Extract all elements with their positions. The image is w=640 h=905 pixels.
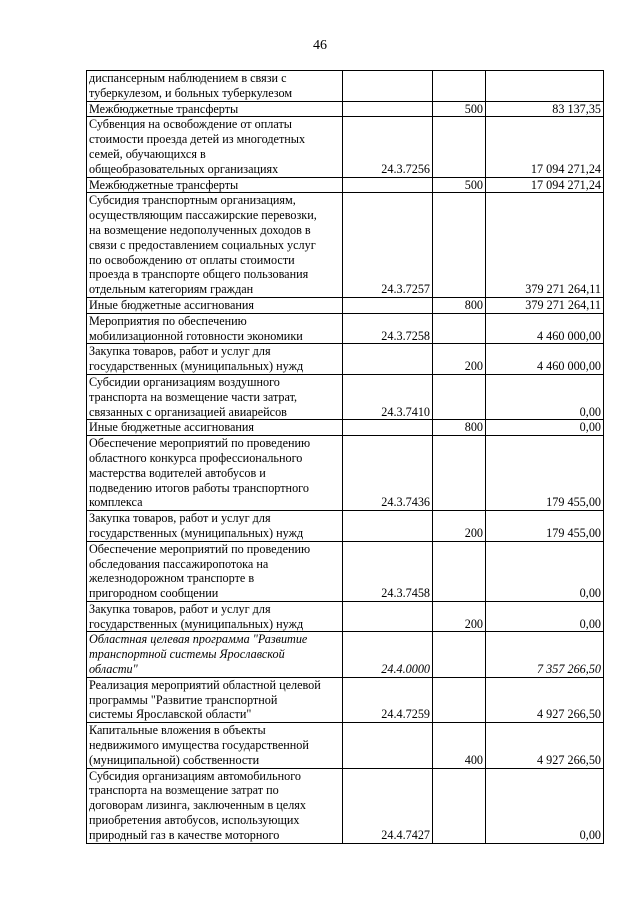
row-expense-type-cell: 500 bbox=[433, 101, 486, 117]
row-amount-cell: 4 460 000,00 bbox=[486, 313, 604, 344]
row-expense-type-cell: 200 bbox=[433, 511, 486, 542]
row-amount-cell: 0,00 bbox=[486, 541, 604, 601]
row-amount-cell: 179 455,00 bbox=[486, 511, 604, 542]
row-expense-type-cell bbox=[433, 541, 486, 601]
budget-table-body bbox=[87, 71, 604, 844]
row-code-cell bbox=[343, 297, 433, 313]
row-amount-cell: 0,00 bbox=[486, 768, 604, 843]
row-amount-cell: 179 455,00 bbox=[486, 436, 604, 511]
row-name-cell: Областная целевая программа "Развитие транспортной системы Ярославской области" bbox=[87, 632, 343, 677]
row-amount-cell: 379 271 264,11 bbox=[486, 193, 604, 298]
row-code-cell bbox=[343, 344, 433, 375]
row-code-cell bbox=[343, 511, 433, 542]
row-amount-cell: 4 927 266,50 bbox=[486, 723, 604, 768]
table-row bbox=[87, 511, 604, 542]
table-row bbox=[87, 436, 604, 511]
row-amount-cell: 4 460 000,00 bbox=[486, 344, 604, 375]
row-code-cell: 24.3.7458 bbox=[343, 541, 433, 601]
row-amount-cell: 17 094 271,24 bbox=[486, 117, 604, 177]
table-row bbox=[87, 541, 604, 601]
row-expense-type-cell: 500 bbox=[433, 177, 486, 193]
row-code-cell bbox=[343, 723, 433, 768]
row-amount-cell: 379 271 264,11 bbox=[486, 297, 604, 313]
row-name-cell: диспансерным наблюдением в связи с туберкулезом, и больных туберкулезом bbox=[87, 71, 343, 102]
table-row bbox=[87, 297, 604, 313]
row-amount-cell: 4 927 266,50 bbox=[486, 677, 604, 722]
row-code-cell bbox=[343, 601, 433, 632]
row-code-cell: 24.3.7410 bbox=[343, 374, 433, 419]
row-code-cell bbox=[343, 101, 433, 117]
row-name-cell: Межбюджетные трансферты bbox=[87, 101, 343, 117]
table-row bbox=[87, 374, 604, 419]
row-expense-type-cell bbox=[433, 677, 486, 722]
row-name-cell: Капитальные вложения в объекты недвижимого имущества государственной (муниципальной) собственности bbox=[87, 723, 343, 768]
row-name-cell: Мероприятия по обеспечению мобилизационной готовности экономики bbox=[87, 313, 343, 344]
row-expense-type-cell bbox=[433, 436, 486, 511]
row-code-cell: 24.4.7427 bbox=[343, 768, 433, 843]
row-name-cell: Субсидия транспортным организациям, осуществляющим пассажирские перевозки, на возмещение недополученных доходов в связи с предоставлением социальных услуг по освобождению от оплаты стоимости проезда в транспорте общего пользования отдельным категориям граждан bbox=[87, 193, 343, 298]
row-name-cell: Субсидии организациям воздушного транспорта на возмещение части затрат, связанных с организацией авиарейсов bbox=[87, 374, 343, 419]
row-expense-type-cell bbox=[433, 117, 486, 177]
budget-table bbox=[86, 70, 604, 844]
table-row bbox=[87, 101, 604, 117]
row-code-cell: 24.3.7257 bbox=[343, 193, 433, 298]
row-amount-cell: 17 094 271,24 bbox=[486, 177, 604, 193]
table-row bbox=[87, 723, 604, 768]
row-amount-cell: 0,00 bbox=[486, 420, 604, 436]
row-name-cell: Субвенция на освобождение от оплаты стоимости проезда детей из многодетных семей, обучающихся в общеобразовательных организациях bbox=[87, 117, 343, 177]
row-expense-type-cell: 400 bbox=[433, 723, 486, 768]
row-name-cell: Обеспечение мероприятий по проведению обследования пассажиропотока на железнодорожном транспорте в пригородном сообщении bbox=[87, 541, 343, 601]
row-amount-cell: 7 357 266,50 bbox=[486, 632, 604, 677]
row-name-cell: Закупка товаров, работ и услуг для государственных (муниципальных) нужд bbox=[87, 344, 343, 375]
row-amount-cell: 83 137,35 bbox=[486, 101, 604, 117]
row-expense-type-cell: 200 bbox=[433, 344, 486, 375]
row-name-cell: Реализация мероприятий областной целевой программы "Развитие транспортной системы Ярославской области" bbox=[87, 677, 343, 722]
row-expense-type-cell bbox=[433, 193, 486, 298]
row-code-cell: 24.3.7256 bbox=[343, 117, 433, 177]
table-row bbox=[87, 177, 604, 193]
row-name-cell: Иные бюджетные ассигнования bbox=[87, 297, 343, 313]
table-row bbox=[87, 601, 604, 632]
row-expense-type-cell bbox=[433, 632, 486, 677]
row-expense-type-cell bbox=[433, 374, 486, 419]
row-name-cell: Обеспечение мероприятий по проведению областного конкурса профессионального мастерства водителей автобусов и подведению итогов работы транспортного комплекса bbox=[87, 436, 343, 511]
table-row bbox=[87, 313, 604, 344]
row-name-cell: Иные бюджетные ассигнования bbox=[87, 420, 343, 436]
row-expense-type-cell bbox=[433, 313, 486, 344]
row-code-cell: 24.3.7258 bbox=[343, 313, 433, 344]
table-row bbox=[87, 117, 604, 177]
row-expense-type-cell: 800 bbox=[433, 420, 486, 436]
row-name-cell: Закупка товаров, работ и услуг для государственных (муниципальных) нужд bbox=[87, 511, 343, 542]
row-amount-cell: 0,00 bbox=[486, 374, 604, 419]
table-row bbox=[87, 677, 604, 722]
row-expense-type-cell bbox=[433, 768, 486, 843]
row-expense-type-cell bbox=[433, 71, 486, 102]
row-code-cell bbox=[343, 71, 433, 102]
table-row bbox=[87, 632, 604, 677]
page-number: 46 bbox=[313, 38, 327, 53]
row-code-cell: 24.4.7259 bbox=[343, 677, 433, 722]
row-code-cell: 24.3.7436 bbox=[343, 436, 433, 511]
table-row bbox=[87, 420, 604, 436]
table-row bbox=[87, 71, 604, 102]
row-name-cell: Межбюджетные трансферты bbox=[87, 177, 343, 193]
row-code-cell: 24.4.0000 bbox=[343, 632, 433, 677]
row-name-cell: Субсидия организациям автомобильного транспорта на возмещение затрат по договорам лизинга, заключенным в целях приобретения автобусов, использующих природный газ в качестве моторного bbox=[87, 768, 343, 843]
row-name-cell: Закупка товаров, работ и услуг для государственных (муниципальных) нужд bbox=[87, 601, 343, 632]
row-code-cell bbox=[343, 420, 433, 436]
table-row bbox=[87, 768, 604, 843]
table-row bbox=[87, 193, 604, 298]
row-expense-type-cell: 800 bbox=[433, 297, 486, 313]
row-expense-type-cell: 200 bbox=[433, 601, 486, 632]
row-amount-cell: 0,00 bbox=[486, 601, 604, 632]
row-amount-cell bbox=[486, 71, 604, 102]
table-row bbox=[87, 344, 604, 375]
row-code-cell bbox=[343, 177, 433, 193]
